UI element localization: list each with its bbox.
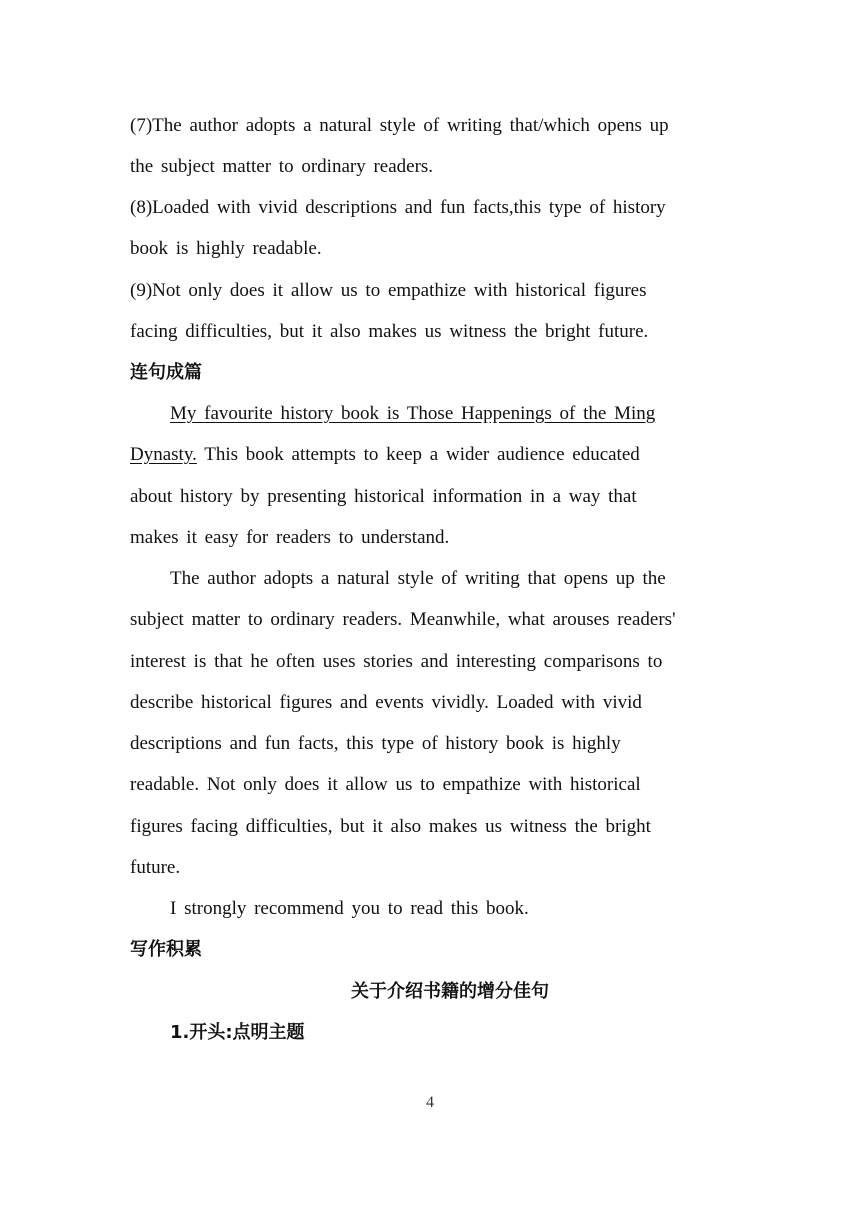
item-8-line-2: book is highly readable. bbox=[130, 238, 322, 259]
essay-p1-line-3: about history by presenting historical information in a way that bbox=[130, 486, 637, 507]
essay-p2-line-2: subject matter to ordinary readers. Meanwhile, what arouses readers' bbox=[130, 609, 676, 630]
item-7-line-2: the subject matter to ordinary readers. bbox=[130, 156, 434, 177]
book-title-underlined-1: My favourite history book is Those Happenings of the Ming bbox=[170, 403, 656, 424]
section-heading-lianju: 连句成篇 bbox=[130, 362, 202, 383]
item-8-line-1: (8)Loaded with vivid descriptions and fun facts,this type of history bbox=[130, 197, 666, 218]
essay-p1-line-1 bbox=[170, 402, 655, 426]
essay-p3: I strongly recommend you to read this book. bbox=[170, 898, 529, 919]
item-9-line-2: facing difficulties, but it also makes us witness the bright future. bbox=[130, 321, 649, 342]
subsection-heading: 1.开头:点明主题 bbox=[170, 1022, 305, 1043]
section-heading-xiezuo: 写作积累 bbox=[130, 939, 202, 960]
essay-p1-line-4: makes it easy for readers to understand. bbox=[130, 527, 450, 548]
book-title-underlined-2: Dynasty. bbox=[130, 444, 197, 465]
subtitle-centered: 关于介绍书籍的增分佳句 bbox=[351, 981, 549, 1002]
item-9-line-1: (9)Not only does it allow us to empathize with historical figures bbox=[130, 280, 647, 301]
item-7-line-1: (7)The author adopts a natural style of writing that/which opens up bbox=[130, 115, 669, 136]
essay-p1-line-2-rest: This book attempts to keep a wider audience educated bbox=[196, 444, 640, 465]
page-number: 4 bbox=[426, 1094, 434, 1111]
essay-p1-line-2 bbox=[130, 443, 640, 467]
essay-p2-line-1: The author adopts a natural style of writing that opens up the bbox=[170, 568, 666, 589]
essay-p2-line-6: readable. Not only does it allow us to empathize with historical bbox=[130, 774, 641, 795]
essay-p2-line-4: describe historical figures and events vividly. Loaded with vivid bbox=[130, 692, 642, 713]
essay-p2-line-7: figures facing difficulties, but it also makes us witness the bright bbox=[130, 816, 651, 837]
essay-p2-line-8: future. bbox=[130, 857, 181, 878]
essay-p2-line-3: interest is that he often uses stories and interesting comparisons to bbox=[130, 651, 663, 672]
essay-p2-line-5: descriptions and fun facts, this type of history book is highly bbox=[130, 733, 621, 754]
